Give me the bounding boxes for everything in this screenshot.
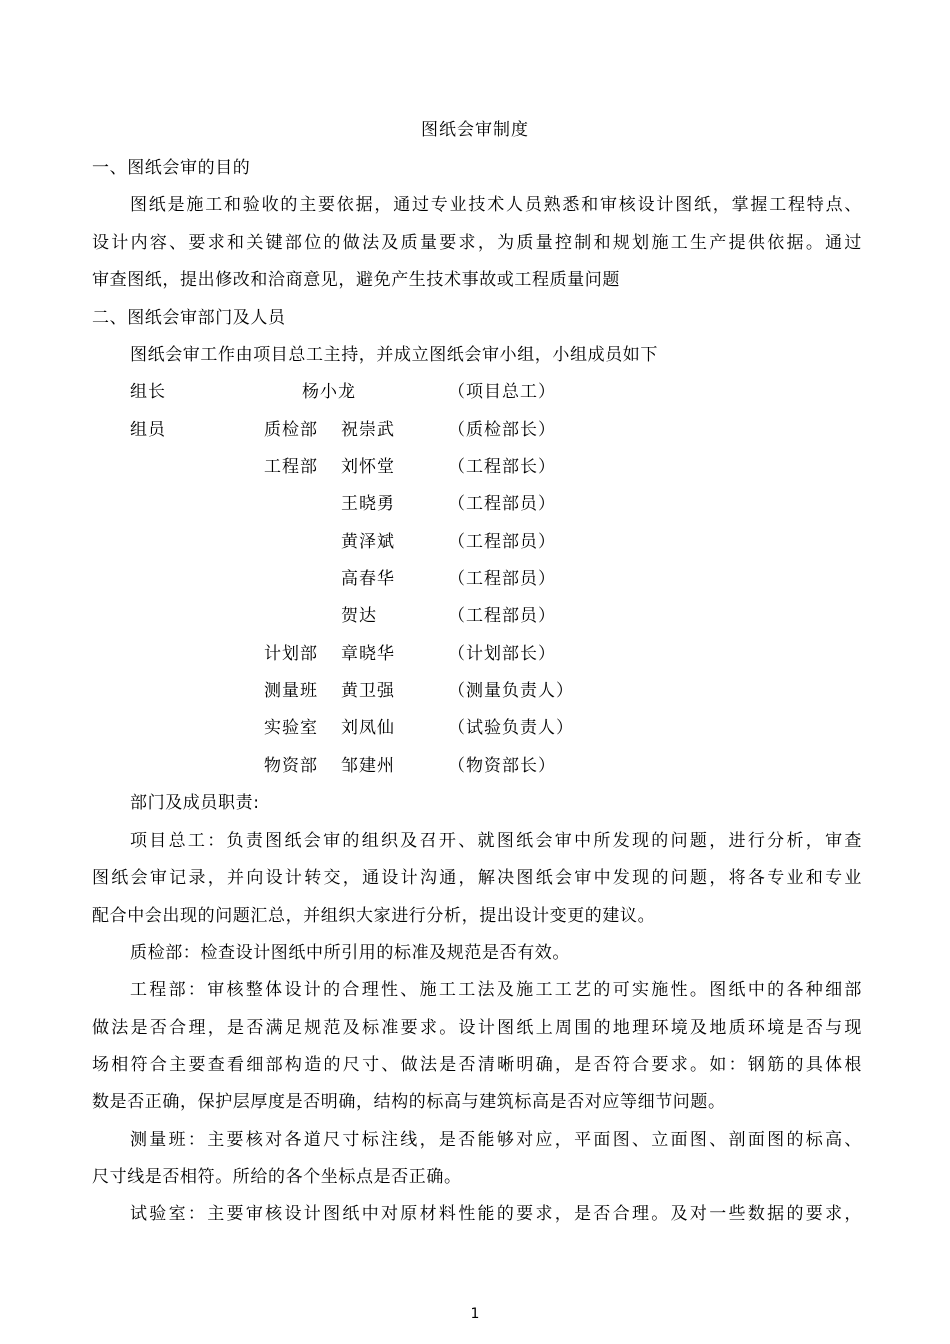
member-title: （工程部员） [448,532,556,552]
duty-paragraph-line: 项目总工：负责图纸会审的组织及召开、就图纸会审中所发现的问题，进行分析，审查 [130,831,862,851]
member-title: （测量负责人） [448,681,574,701]
member-dept: 质检部 [264,420,318,440]
leader-role: 组长 [130,382,166,402]
leader-title: （项目总工） [448,382,556,402]
member-name: 黄泽斌 [341,532,395,552]
leader-name: 杨小龙 [302,382,356,402]
duty-paragraph-line: 图纸会审记录，并向设计转交，通设计沟通，解决图纸会审中发现的问题，将各专业和专业 [92,868,862,888]
member-name: 祝崇武 [341,420,395,440]
duty-paragraph-line: 质检部：检查设计图纸中所引用的标准及规范是否有效。 [130,943,570,963]
member-title: （物资部长） [448,756,556,776]
section-2-intro: 图纸会审工作由项目总工主持，并成立图纸会审小组，小组成员如下 [130,345,658,365]
page-number: 1 [470,1306,480,1322]
member-title: （工程部员） [448,569,556,589]
duty-paragraph-line: 尺寸线是否相符。所给的各个坐标点是否正确。 [92,1167,462,1187]
duty-paragraph-line: 数是否正确，保护层厚度是否明确，结构的标高与建筑标高是否对应等细节问题。 [92,1092,726,1112]
member-title: （工程部员） [448,606,556,626]
duty-paragraph-line: 试验室：主要审核设计图纸中对原材料性能的要求，是否合理。及对一些数据的要求， [130,1204,862,1224]
member-title: （质检部长） [448,420,556,440]
member-dept: 物资部 [264,756,318,776]
duty-paragraph-line: 配合中会出现的问题汇总，并组织大家进行分析，提出设计变更的建议。 [92,906,656,926]
member-name: 章晓华 [341,644,395,664]
section-1-line-2: 设计内容、要求和关键部位的做法及质量要求，为质量控制和规划施工生产提供依据。通过 [92,233,862,253]
document-title: 图纸会审制度 [421,120,529,140]
member-name: 邹建州 [341,756,395,776]
duty-paragraph-line: 场相符合主要查看细部构造的尺寸、做法是否清晰明确，是否符合要求。如：钢筋的具体根 [92,1055,862,1075]
member-dept: 实验室 [264,718,318,738]
member-dept: 工程部 [264,457,318,477]
member-name: 王晓勇 [341,494,395,514]
duty-paragraph-line: 工程部：审核整体设计的合理性、施工工法及施工工艺的可实施性。图纸中的各种细部 [130,980,862,1000]
section-1-heading: 一、图纸会审的目的 [92,158,251,178]
duty-paragraph-line: 测量班：主要核对各道尺寸标注线，是否能够对应，平面图、立面图、剖面图的标高、 [130,1130,862,1150]
member-title: （计划部长） [448,644,556,664]
member-name: 贺达 [341,606,377,626]
members-label: 组员 [130,420,166,440]
section-2-heading: 二、图纸会审部门及人员 [92,308,286,328]
section-1-line-1: 图纸是施工和验收的主要依据，通过专业技术人员熟悉和审核设计图纸，掌握工程特点、 [130,195,862,215]
section-1-line-3: 审查图纸，提出修改和洽商意见，避免产生技术事故或工程质量问题 [92,270,620,290]
member-name: 刘凤仙 [341,718,395,738]
member-name: 刘怀堂 [341,457,395,477]
member-name: 黄卫强 [341,681,395,701]
member-dept: 计划部 [264,644,318,664]
duty-paragraph-line: 做法是否合理，是否满足规范及标准要求。设计图纸上周围的地理环境及地质环境是否与现 [92,1018,862,1038]
member-title: （工程部员） [448,494,556,514]
duties-heading: 部门及成员职责: [130,793,260,813]
member-dept: 测量班 [264,681,318,701]
member-title: （工程部长） [448,457,556,477]
member-title: （试验负责人） [448,718,574,738]
member-name: 高春华 [341,569,395,589]
